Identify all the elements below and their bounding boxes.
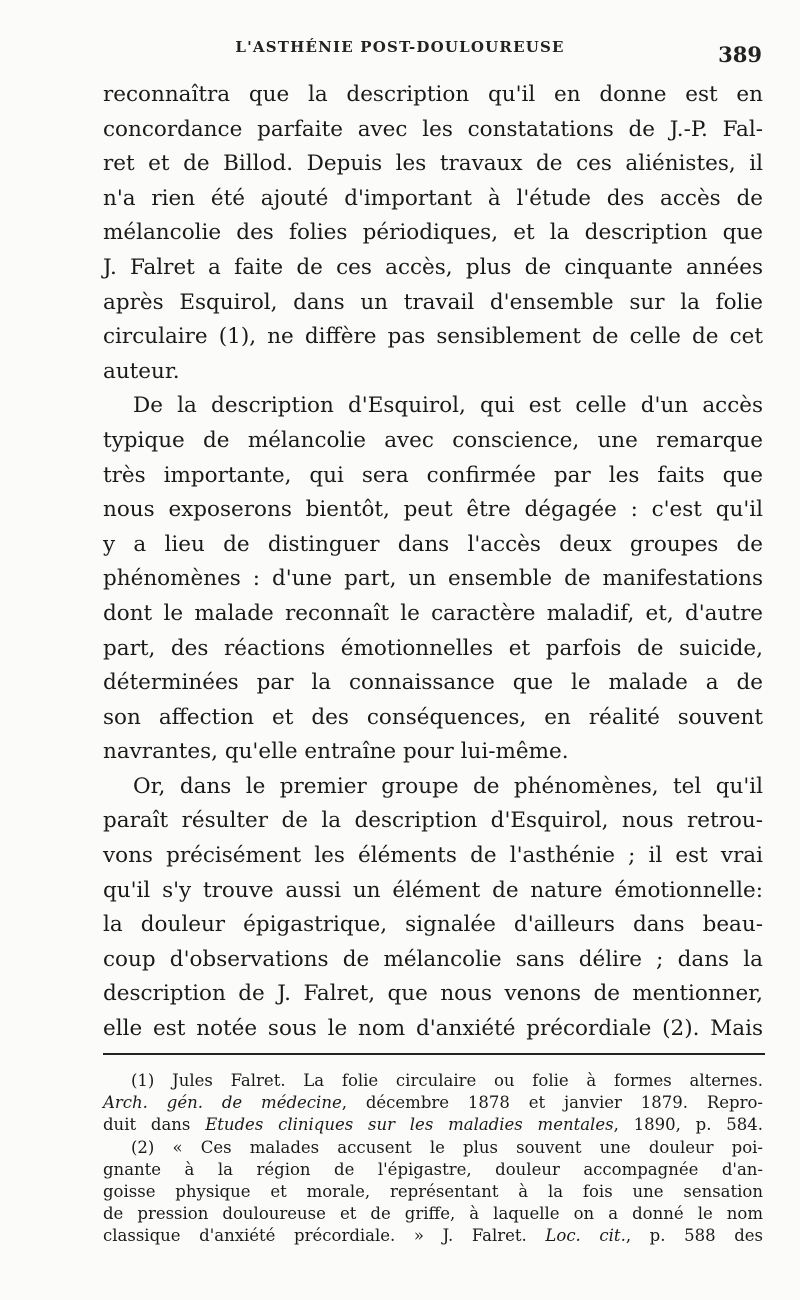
text-line: très importante, qui sera confirmée par les faits que (103, 462, 763, 488)
text-line: après Esquirol, dans un travail d'ensemble sur la folie (103, 289, 763, 315)
footnote-1-line: (1) Jules Falret. La folie circulaire ou folie à formes alternes. (131, 1071, 763, 1090)
footnote-rule (103, 1053, 765, 1055)
footnote-1-line (103, 1114, 763, 1136)
text-line: J. Falret a faite de ces accès, plus de cinquante années (103, 254, 763, 280)
text-line: mélancolie des folies périodiques, et la description que (103, 220, 763, 246)
footnote-2-line: de pression douloureuse et de griffe, à laquelle on a donné le nom (103, 1204, 763, 1224)
text-line: ret et de Billod. Depuis les travaux de ces aliénistes, il (103, 151, 763, 177)
footnote-2-line: gnante à la région de l'épigastre, douleur accompagnée d'an- (103, 1159, 763, 1179)
text-line: y a lieu de distinguer dans l'accès deux groupes de (103, 531, 763, 557)
text-line: coup d'observations de mélancolie sans délire ; dans la (103, 946, 763, 972)
footnote-text: , décembre 1878 et janvier 1879. Repro- (341, 1093, 763, 1113)
book-title: Etudes cliniques sur les maladies mentales (205, 1115, 614, 1135)
footnote-1-line (103, 1092, 763, 1114)
body-text (103, 78, 763, 1047)
footnote-2-line (103, 1225, 763, 1247)
text-line: paraît résulter de la description d'Esquirol, nous retrou- (103, 808, 763, 834)
text-line: part, des réactions émotionnelles et parfois de suicide, (103, 635, 763, 661)
text-line: qu'il s'y trouve aussi un élément de nature émotionnelle: (103, 877, 763, 903)
text-line: circulaire (1), ne diffère pas sensiblement de celle de cet (103, 324, 763, 350)
text-line: De la description d'Esquirol, qui est celle d'un accès (133, 393, 763, 419)
footnote-2-line: goisse physique et morale, représentant à la fois une sensation (103, 1181, 763, 1201)
text-line: Or, dans le premier groupe de phénomènes, tel qu'il (133, 773, 763, 799)
text-line: n'a rien été ajouté d'important à l'étude des accès de (103, 185, 763, 211)
text-line: concordance parfaite avec les constatations de J.-P. Fal- (103, 116, 763, 142)
text-line: reconnaîtra que la description qu'il en donne est en (103, 82, 763, 107)
text-line: dont le malade reconnaît le caractère maladif, et, d'autre (103, 600, 763, 626)
page-number: 389 (718, 42, 762, 67)
text-line: typique de mélancolie avec conscience, une remarque (103, 427, 763, 453)
text-line: auteur. (103, 358, 180, 384)
footnotes (103, 1070, 763, 1248)
footnote-text: , p. 588 des (625, 1226, 764, 1246)
footnote-2-line: (2) « Ces malades accusent le plus souvent une douleur poi- (131, 1137, 763, 1157)
text-line: description de J. Falret, que nous venons de mentionner, (103, 981, 763, 1007)
running-title: L'ASTHÉNIE POST-DOULOUREUSE (235, 38, 565, 56)
footnote-text: classique d'anxiété précordiale. » J. Falret. (103, 1226, 546, 1246)
journal-title: Arch. gén. de médecine (103, 1093, 342, 1113)
text-line: nous exposerons bientôt, peut être dégagée : c'est qu'il (103, 497, 763, 523)
text-line: vons précisément les éléments de l'asthénie ; il est vrai (103, 843, 763, 869)
citation-abbrev: Loc. cit. (545, 1226, 626, 1246)
text-line: elle est notée sous le nom d'anxiété précordiale (2). Mais (103, 1016, 763, 1042)
footnote-text: duit dans (103, 1115, 206, 1135)
text-line: la douleur épigastrique, signalée d'ailleurs dans beau- (103, 912, 763, 938)
text-line: navrantes, qu'elle entraîne pour lui-même. (103, 739, 569, 765)
text-line: déterminées par la connaissance que le malade a de (103, 670, 763, 696)
footnote-text: , 1890, p. 584. (613, 1115, 763, 1135)
text-line: phénomènes : d'une part, un ensemble de manifestations (103, 566, 763, 592)
text-line: son affection et des conséquences, en réalité souvent (103, 704, 763, 730)
